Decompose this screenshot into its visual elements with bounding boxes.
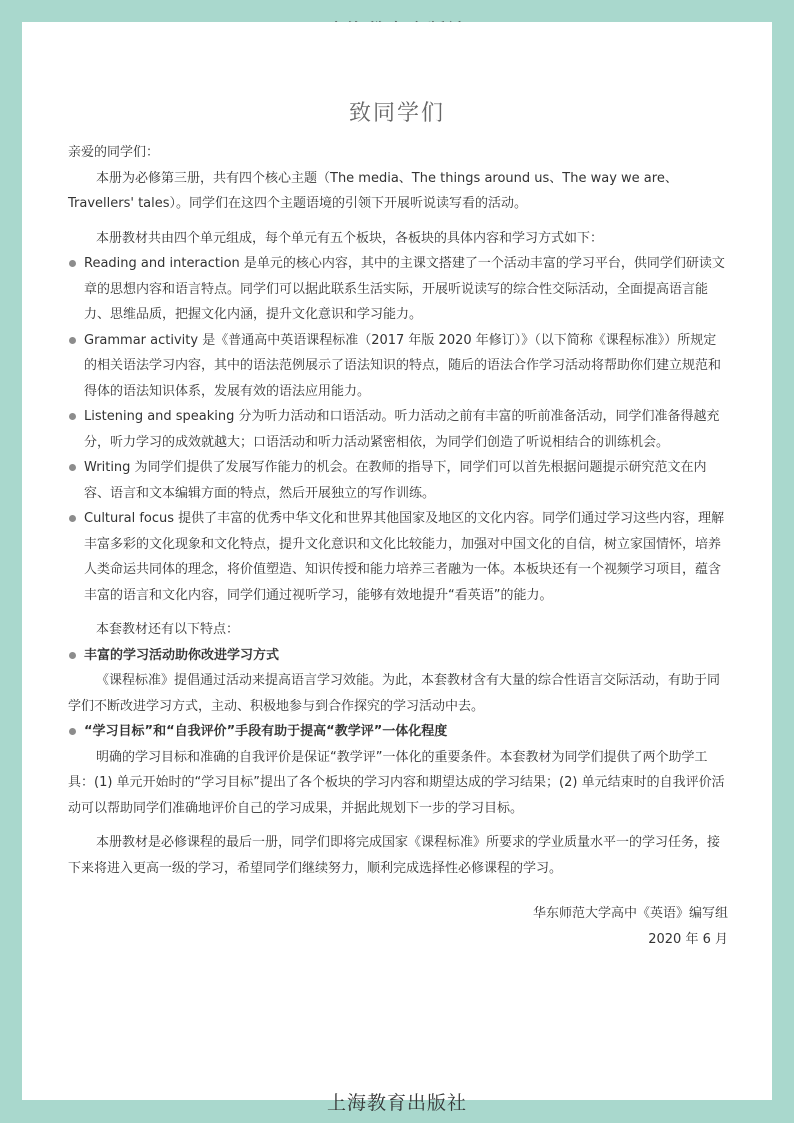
closing-paragraph: 本册教材是必修课程的最后一册，同学们即将完成国家《课程标准》所要求的学业质量水平一的学习任务，接下来将进入更高一级的学习，希望同学们继续努力，顺利完成选择性必修课程的学习。: [68, 835, 721, 876]
intro-paragraph-2: 本册教材共由四个单元组成，每个单元有五个板块，各板块的具体内容和学习方式如下：: [96, 230, 604, 246]
document-page: [22, 22, 772, 1100]
section-grammar: Grammar activity 是《普通高中英语课程标准（2017 年版 2020 年修订）》（以下简称《课程标准》）所规定的相关语法学习内容，其中的语法范例展示了语法知识的特点，随后的语法合作学习活动将帮助你们建立规范和得体的语法知识体系，发展有效的语法应用能力。: [68, 328, 728, 405]
section-cultural: Cultural focus 提供了丰富的优秀中华文化和世界其他国家及地区的文化内容。同学们通过学习这些内容，理解丰富多彩的文化现象和文化特点，提升文化意识和文化比较能力，加强对中国文化的自信，树立家国情怀，培养人类命运共同体的理念，将价值塑造、知识传授和能力培养三者融为一体。本板块还有一个视频学习项目，蕴含丰富的语言和文化内容，同学们通过视听学习，能够有效地提升“看英语”的能力。: [68, 506, 728, 608]
feature-heading-2: “学习目标”和“自我评价”手段有助于提高“教学评”一体化程度: [68, 719, 728, 745]
date: 2020 年 6 月: [648, 931, 728, 947]
section-list: [68, 251, 728, 608]
greeting: 亲爱的同学们：: [68, 145, 160, 160]
section-reading: Reading and interaction 是单元的核心内容，其中的主课文搭建了一个活动丰富的学习平台，供同学们研读文章的思想内容和语言特点。同学们可以据此联系生活实际，开展听说读写的综合性交际活动，全面提高语言能力、思维品质，把握文化内涵，提升文化意识和学习能力。: [68, 251, 728, 328]
signature: 华东师范大学高中《英语》编写组: [532, 906, 728, 921]
page-title: 致同学们: [348, 101, 445, 126]
intro-paragraph-1: 本册为必修第三册，共有四个核心主题（The media、The things around us、The way we are、Travellers' tales）。同学们在这四个主题语境的引领下开展听说读写看的活动。: [68, 170, 678, 211]
section-listening: Listening and speaking 分为听力活动和口语活动。听力活动之前有丰富的听前准备活动，同学们准备得越充分，听力学习的成效就越大；口语活动和听力活动紧密相依，为同学们创造了听说相结合的训练机会。: [68, 404, 728, 455]
feature-body-1: 《课程标准》提倡通过活动来提高语言学习效能。为此，本套教材含有大量的综合性语言交际活动，有助于同学们不断改进学习方式，主动、积极地参与到合作探究的学习活动中去。: [68, 673, 721, 714]
features-intro: 本套教材还有以下特点：: [96, 622, 240, 637]
feature-body-2: 明确的学习目标和准确的自我评价是保证“教学评”一体化的重要条件。本套教材为同学们提供了两个助学工具：(1) 单元开始时的“学习目标”提出了各个板块的学习内容和期望达成的学习结果；(2) 单元结束时的自我评价活动可以帮助同学们准确地评价自己的学习成果，并据此规划下一步的学习目标。: [68, 749, 725, 816]
letter-body: [68, 140, 728, 952]
section-writing: Writing 为同学们提供了发展写作能力的机会。在教师的指导下，同学们可以首先根据问题提示研究范文在内容、语言和文本编辑方面的特点，然后开展独立的写作训练。: [68, 455, 728, 506]
feature-heading-1: 丰富的学习活动助你改进学习方式: [68, 643, 728, 669]
publisher-watermark-bottom: 上海教育出版社: [326, 1092, 467, 1114]
